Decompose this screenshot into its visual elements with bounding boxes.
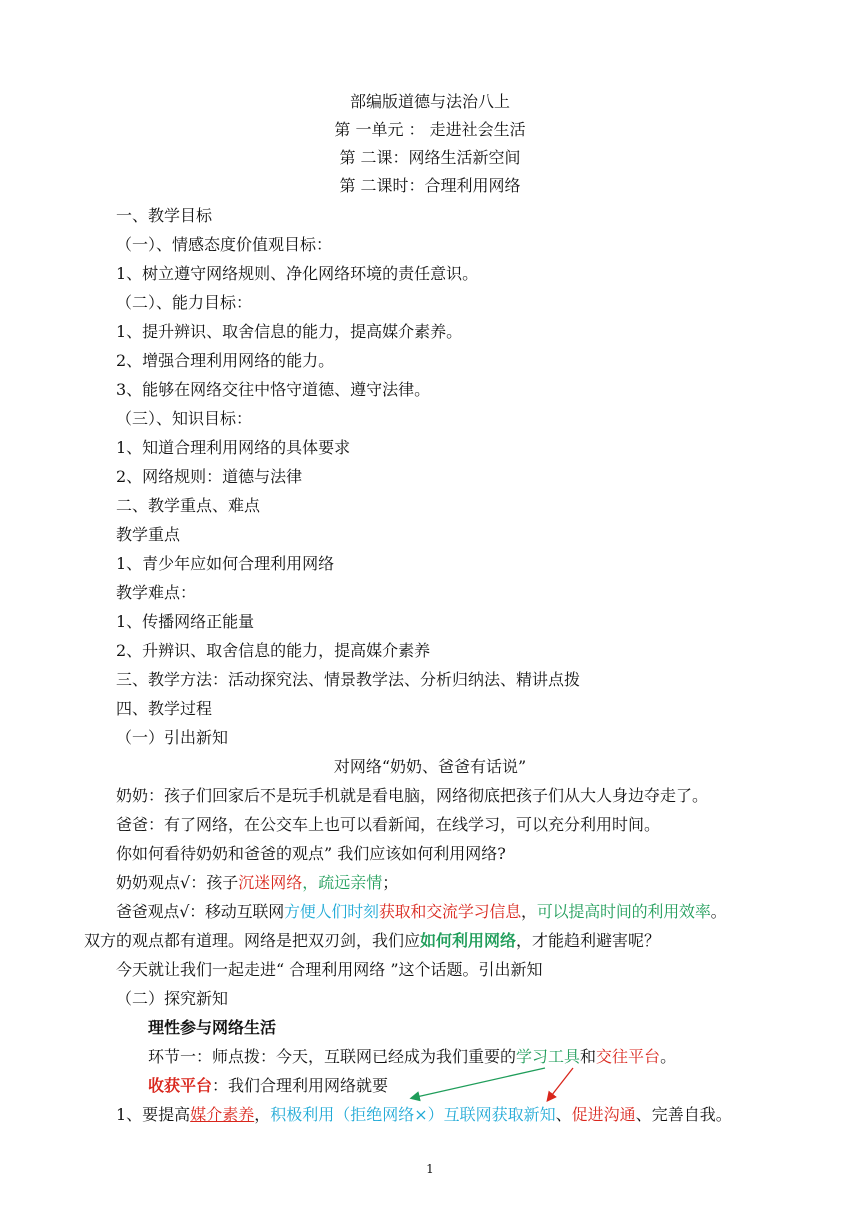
unit-heading: 第 一单元 ： 走进社会生活	[334, 120, 526, 139]
paragraph: 2、增强合理利用网络的能力。	[116, 351, 335, 370]
text-span: 双方的观点都有道理。网络是把双刃剑，我们应	[84, 931, 421, 950]
section-heading: 三、教学方法：活动探究法、情景教学法、分析归纳法、精讲点拨	[116, 670, 581, 689]
text-span: 。	[660, 1047, 677, 1066]
text-span: ：我们合理利用网络就要	[212, 1076, 389, 1095]
paragraph: 奶奶：孩子们回家后不是玩手机就是看电脑，网络彻底把孩子们从大人身边夺走了。	[116, 786, 709, 805]
paragraph: 1、知道合理利用网络的具体要求	[116, 438, 351, 457]
text-span: ；	[382, 873, 399, 892]
highlight-red: 交往平台	[596, 1047, 661, 1066]
arrow-green	[412, 1068, 545, 1098]
text-span: 。	[710, 902, 727, 921]
highlight-bold: 如何利用网络	[420, 931, 517, 950]
highlight-red: 促进沟通	[571, 1105, 636, 1124]
text-span: 、	[635, 1105, 652, 1124]
text-span: ，	[521, 902, 537, 921]
period-heading: 第 二课时：合理利用网络	[339, 176, 521, 195]
text-span: ，	[254, 1105, 271, 1124]
activity-title: 对网络“奶奶、爸爸有话说”	[333, 757, 527, 776]
harvest-label: 收获平台	[148, 1076, 213, 1095]
section-heading: 四、教学过程	[116, 699, 213, 718]
paragraph: 1、传播网络正能量	[116, 612, 255, 631]
arrow-red	[548, 1068, 573, 1100]
subsection-heading: （三）、知识目标：	[116, 409, 253, 428]
paragraph: 1、提升辨识、取舍信息的能力，提高媒介素养。	[116, 322, 463, 341]
highlight-cyan: 积极利用（拒绝网络×）互联网获取新知	[270, 1105, 556, 1124]
highlight-green: 学习工具	[516, 1047, 581, 1066]
text-span: 、	[555, 1105, 572, 1124]
paragraph: 2、网络规则：道德与法律	[116, 467, 303, 486]
paragraph: 1、青少年应如何合理利用网络	[116, 554, 335, 573]
subsection-heading: （二）探究新知	[116, 989, 229, 1008]
paragraph: 教学难点：	[116, 583, 197, 602]
highlight-red: 沉迷网络	[238, 873, 303, 892]
subsection-heading: （一）、情感态度价值观目标：	[116, 235, 333, 254]
text-span: 和	[580, 1047, 597, 1066]
text-span: 爸爸观点√：移动互联网	[116, 902, 284, 921]
text-span: 完善自我。	[651, 1105, 732, 1124]
paragraph: 你如何看待奶奶和爸爸的观点” 我们应该如何利用网络?	[116, 844, 506, 863]
text-span: 环节一：师点拨：今天，互联网已经成为我们重要的	[148, 1047, 517, 1066]
section-heading: 一、教学目标	[116, 206, 213, 225]
paragraph: 1、树立遵守网络规则、净化网络环境的责任意识。	[116, 264, 479, 283]
page-number: 1	[426, 1162, 434, 1176]
lesson-heading: 第 二课：网络生活新空间	[339, 148, 521, 167]
highlight-green: 疏远亲情	[318, 873, 383, 892]
paragraph: 教学重点	[116, 525, 181, 544]
highlight-cyan: 方便人们时刻	[284, 902, 379, 921]
topic-heading: 理性参与网络生活	[148, 1018, 277, 1037]
highlight-red: 获取和交流学习信息	[378, 902, 522, 921]
paragraph: 爸爸：有了网络，在公交车上也可以看新闻，在线学习，可以充分利用时间。	[116, 815, 661, 834]
highlight-green: 可以提高时间的利用效率	[536, 902, 711, 921]
text-span: 1、要提高	[116, 1105, 191, 1124]
section-heading: 二、教学重点、难点	[116, 496, 261, 515]
text-span: 奶奶观点√：孩子	[116, 873, 239, 892]
text-span: ，	[302, 873, 319, 892]
paragraph: 2、升辨识、取舍信息的能力，提高媒介素养	[116, 641, 431, 660]
doc-title: 部编版道德与法治八上	[349, 92, 510, 111]
subsection-heading: （一）引出新知	[116, 728, 229, 747]
subsection-heading: （二）、能力目标：	[116, 293, 253, 312]
text-span: ，才能趋利避害呢？	[516, 931, 661, 950]
paragraph: 今天就让我们一起走进“ 合理利用网络 ”这个话题。引出新知	[116, 960, 543, 979]
paragraph: 3、能够在网络交往中恪守道德、遵守法律。	[116, 380, 431, 399]
highlight-underline: 媒介素养	[190, 1105, 255, 1124]
